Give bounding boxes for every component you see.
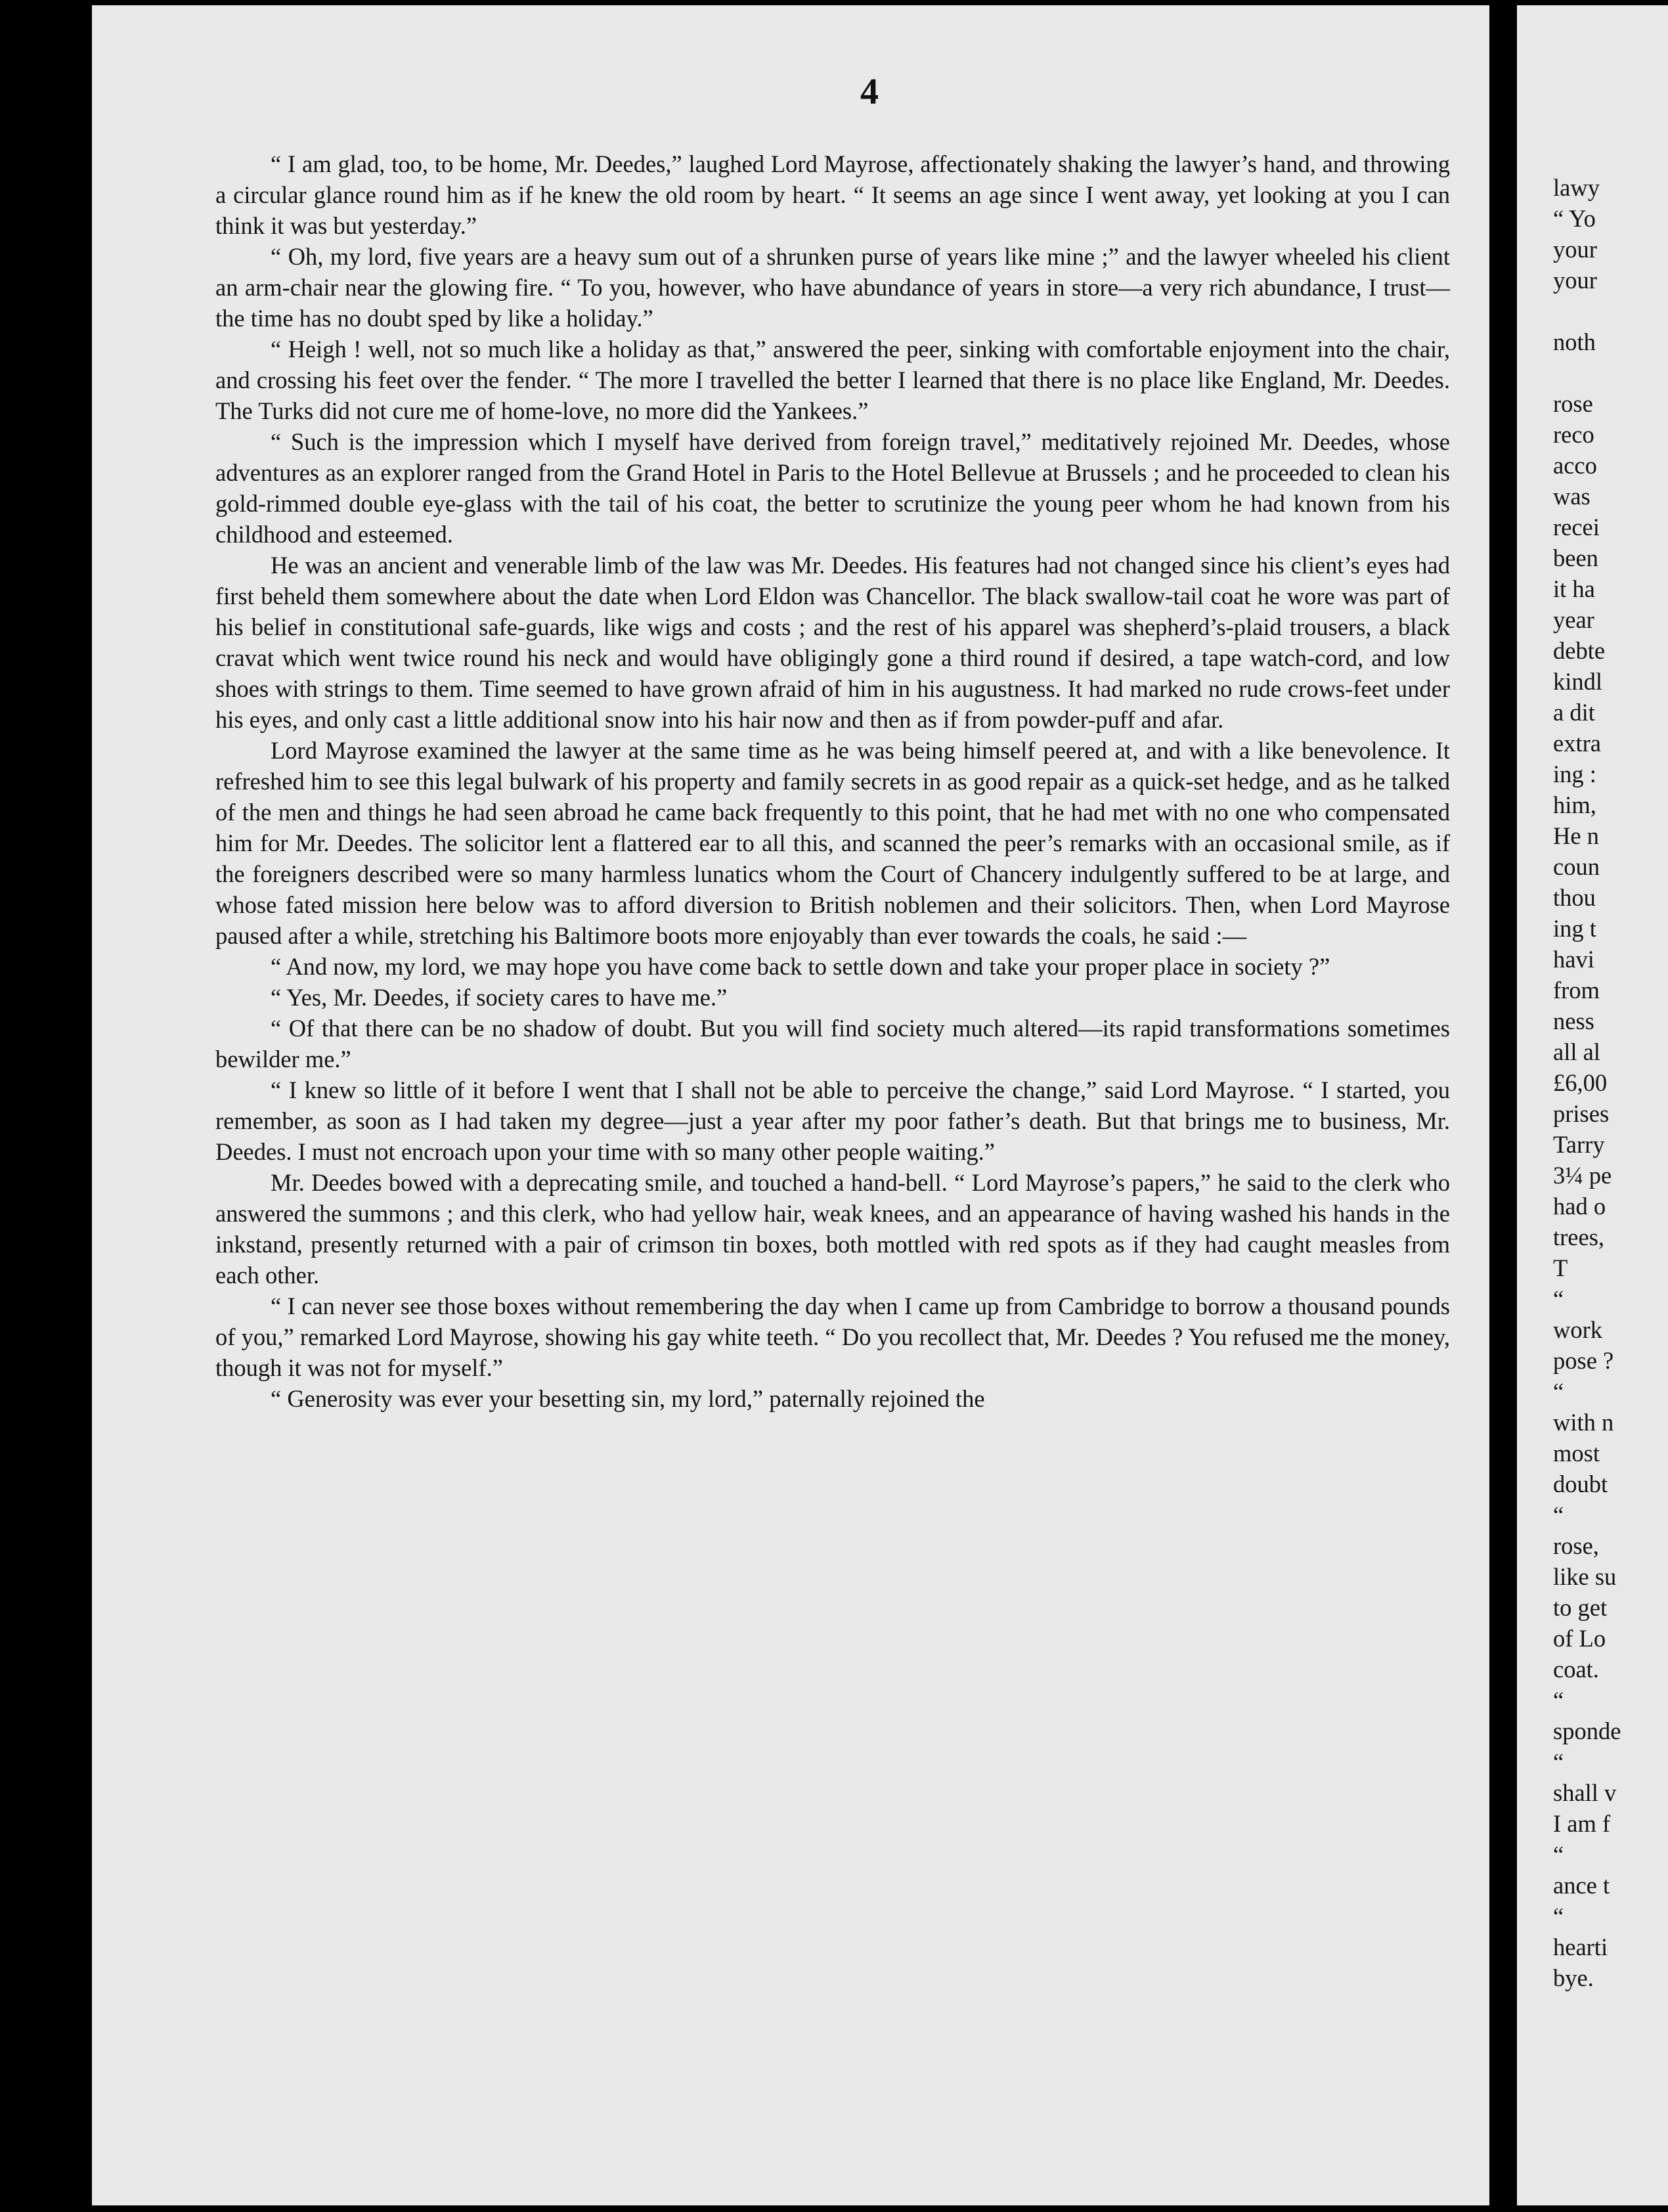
facing-page-line: “ xyxy=(1553,1748,1564,1775)
paragraph: “ I knew so little of it before I went that I shall not be able to perceive the change,” said Lord Mayrose. “ I started, you remember, as soon as I had taken my degree—just a year after my poor father’s death. But that brings me to business, Mr. Deedes. I must not encroach upon your time with so many other people waiting.” xyxy=(215,1076,1450,1165)
facing-page-line: acco xyxy=(1553,452,1597,479)
facing-page-line: doubt xyxy=(1553,1471,1608,1497)
paragraph: “ I am glad, too, to be home, Mr. Deedes,” laughed Lord Mayrose, affectionately shaking the lawyer’s hand, and throwing a circular glance round him as if he knew the old room by heart. “ It seems an age since I went away, yet looking at you I can think it was but yesterday.” xyxy=(215,150,1450,239)
facing-page-line: £6,00 xyxy=(1553,1069,1608,1096)
facing-page-line: “ xyxy=(1553,1903,1564,1930)
paragraph: Lord Mayrose examined the lawyer at the same time as he was being himself peered at, and with a like benevolence. It refreshed him to see this legal bulwark of his property and family secrets in as good repair as a quick-set hedge, and as he talked of the men and things he had seen abroad he came back frequently to this point, that he had met with no one who compensated him for Mr. Deedes. The solicitor lent a flattered ear to all this, and scanned the peer’s remarks with an occasional smile, as if the foreigners described were so many harmless lunatics whom the Court of Chancery indulgently suffered to be at large, and whose fated mission here below was to afford diversion to British noblemen and their solicitors. Then, when Lord Mayrose paused after a while, stretching his Baltimore boots more enjoyably than ever towards the coals, he said :— xyxy=(215,737,1450,949)
facing-page-line: coun xyxy=(1553,853,1600,880)
facing-page-line: sponde xyxy=(1553,1717,1621,1744)
left-page xyxy=(92,5,1489,2205)
paragraph: “ Generosity was ever your besetting sin, my lord,” paternally rejoined the xyxy=(271,1385,985,1412)
facing-page-line: was xyxy=(1553,483,1591,510)
paragraph: “ Oh, my lord, five years are a heavy sum out of a shrunken purse of years like mine ;” and the lawyer wheeled his client an arm-chair near the glowing fire. “ To you, however, who have abundance of years in store—a very rich abundance, I trust—the time has no doubt sped by like a holiday.” xyxy=(215,243,1450,332)
paragraph: “ I can never see those boxes without remembering the day when I came up from Cambridge to borrow a thousand pounds of you,” remarked Lord Mayrose, showing his gay white teeth. “ Do you recollect that, Mr. Deedes ? You refused me the money, though it was not for myself.” xyxy=(215,1293,1450,1381)
facing-page-line: “ xyxy=(1553,1841,1564,1868)
facing-page-line: your xyxy=(1553,267,1597,294)
page-number: 4 xyxy=(860,72,879,112)
facing-page-line xyxy=(1553,296,1668,326)
facing-page-line: been xyxy=(1553,544,1598,571)
facing-page-line: T xyxy=(1553,1254,1568,1281)
paragraph: “ And now, my lord, we may hope you have come back to settle down and take your proper place in society ?” xyxy=(271,953,1330,980)
facing-page-line: with n xyxy=(1553,1409,1614,1436)
facing-page-line: hearti xyxy=(1553,1934,1608,1960)
facing-page-line: rose xyxy=(1553,390,1593,417)
facing-page-line: “ xyxy=(1553,1378,1564,1405)
facing-page-line: ing : xyxy=(1553,761,1596,787)
facing-page-line: had o xyxy=(1553,1193,1606,1220)
paragraph: He was an ancient and venerable limb of the law was Mr. Deedes. His features had not changed since his client’s eyes had first beheld them somewhere about the date when Lord Eldon was Chancellor. The black swallow-tail coat he wore was part of his belief in constitutional safe-guards, like wigs and costs ; and the rest of his apparel was shepherd’s-plaid trousers, a black cravat which went twice round his neck and would have obligingly gone a third round if desired, a tape watch-cord, and low shoes with strings to them. Time seemed to have grown afraid of him in his augustness. It had marked no rude crows-feet under his eyes, and only cast a little additional snow into his hair now and then as if from powder-puff and afar. xyxy=(215,552,1450,733)
paragraph: “ Heigh ! well, not so much like a holiday as that,” answered the peer, sinking with comfortable enjoyment into the chair, and crossing his feet over the fender. “ The more I travelled the better I learned that there is no place like England, Mr. Deedes. The Turks did not cure me of home-love, no more did the Yankees.” xyxy=(215,336,1450,424)
facing-page-line: trees, xyxy=(1553,1224,1605,1250)
facing-page-line: of Lo xyxy=(1553,1625,1606,1652)
facing-page-line: coat. xyxy=(1553,1656,1599,1683)
facing-page-line: work xyxy=(1553,1316,1603,1343)
facing-page-line: rose, xyxy=(1553,1532,1599,1559)
facing-page-line: prises xyxy=(1553,1100,1610,1127)
facing-page-line: pose ? xyxy=(1553,1347,1614,1374)
facing-page-line: He n xyxy=(1553,822,1599,849)
paragraph: “ Yes, Mr. Deedes, if society cares to have me.” xyxy=(271,984,728,1011)
facing-page-line: a dit xyxy=(1553,699,1595,726)
facing-page-line: “ xyxy=(1553,1501,1564,1528)
paragraph: “ Of that there can be no shadow of doubt. But you will find society much altered—its rapid transformations sometimes bewilder me.” xyxy=(215,1015,1450,1073)
facing-page-line: noth xyxy=(1553,328,1596,355)
facing-page-line: havi xyxy=(1553,946,1594,973)
facing-page-line: it ha xyxy=(1553,575,1595,602)
facing-page-line: thou xyxy=(1553,884,1596,911)
facing-page-line: Tarry xyxy=(1553,1131,1605,1158)
facing-page-line: lawy xyxy=(1553,174,1600,201)
facing-page-line: your xyxy=(1553,236,1597,263)
facing-page-line: him, xyxy=(1553,791,1596,818)
facing-page-line: year xyxy=(1553,606,1594,633)
facing-page-line: “ xyxy=(1553,1285,1564,1312)
facing-page-line: extra xyxy=(1553,730,1601,757)
facing-page-line: “ xyxy=(1553,1687,1564,1714)
facing-page-line xyxy=(1553,357,1668,388)
paragraph: “ Such is the impression which I myself have derived from foreign travel,” meditatively rejoined Mr. Deedes, whose adventures as an explorer ranged from the Grand Hotel in Paris to the Hotel Bellevue at Brussels ; and he proceeded to clean his gold-rimmed double eye-glass with the tail of his coat, the better to scrutinize the young peer whom he had known from his childhood and esteemed. xyxy=(215,428,1450,548)
facing-page-line: 3¼ pe xyxy=(1553,1162,1612,1189)
facing-page-line: kindl xyxy=(1553,668,1603,695)
facing-page-line: ing t xyxy=(1553,915,1596,942)
facing-page-line: debte xyxy=(1553,637,1606,664)
facing-page-line: ness xyxy=(1553,1007,1594,1034)
facing-page-line: “ Yo xyxy=(1553,205,1596,232)
facing-page-line: most xyxy=(1553,1440,1600,1467)
facing-page-text xyxy=(1553,172,1668,1993)
facing-page-line: I am f xyxy=(1553,1810,1611,1837)
body-text xyxy=(215,148,1450,1414)
facing-page-line: bye. xyxy=(1553,1964,1594,1991)
facing-page-line: all al xyxy=(1553,1038,1600,1065)
paragraph: Mr. Deedes bowed with a deprecating smile, and touched a hand-bell. “ Lord Mayrose’s papers,” he said to the clerk who answered the summons ; and this clerk, who had yellow hair, weak knees, and an appearance of having washed his hands in the inkstand, presently returned with a pair of crimson tin boxes, both mottled with red spots as if they had caught measles from each other. xyxy=(215,1169,1450,1289)
facing-page-line: ance t xyxy=(1553,1872,1610,1899)
facing-page xyxy=(1517,5,1668,2205)
facing-page-line: recei xyxy=(1553,514,1600,541)
facing-page-line: reco xyxy=(1553,421,1594,448)
facing-page-line: from xyxy=(1553,977,1600,1004)
facing-page-line: to get xyxy=(1553,1594,1608,1621)
facing-page-line: like su xyxy=(1553,1563,1617,1590)
facing-page-line: shall v xyxy=(1553,1779,1617,1806)
